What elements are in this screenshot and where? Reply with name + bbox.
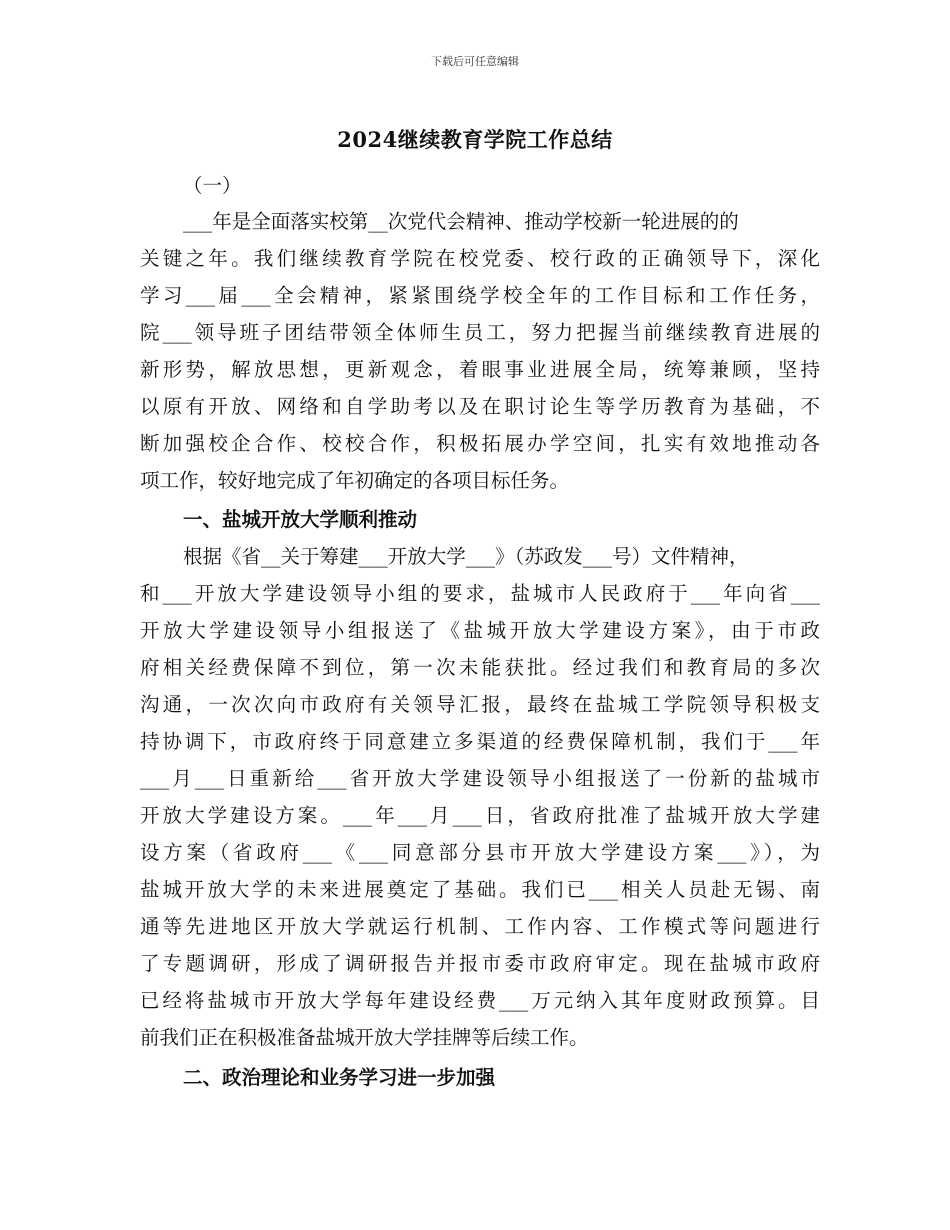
section-heading: 一、盐城开放大学顺利推动 bbox=[183, 508, 418, 531]
section1-line: 和___开放大学建设领导小组的要求，盐城市人民政府于___年向省___ bbox=[140, 582, 820, 605]
intro-line: 学习___届___全会精神，紧紧围绕学校全年的工作目标和工作任务， bbox=[140, 284, 820, 307]
section1-line: 开放大学建设领导小组报送了《盐城开放大学建设方案》，由于市政 bbox=[140, 619, 820, 642]
section1-line: 设方案（省政府___《___同意部分县市开放大学建设方案___》），为 bbox=[140, 841, 820, 864]
section1-line: 前我们正在积极准备盐城开放大学挂牌等后续工作。 bbox=[140, 1026, 589, 1049]
section1-line: 根据《省__关于筹建___开放大学___》（苏政发___号）文件精神， bbox=[183, 545, 749, 568]
section1-line: 沟通，一次次向市政府有关领导汇报，最终在盐城工学院领导积极支 bbox=[140, 693, 820, 716]
intro-line: ___年是全面落实校第__次党代会精神、推动学校新一轮进展的的 bbox=[183, 210, 739, 233]
section1-line: 盐城开放大学的未来进展奠定了基础。我们已___相关人员赴无锡、南 bbox=[140, 878, 820, 901]
header-note: 下载后可任意编辑 bbox=[431, 55, 519, 68]
intro-line: 项工作，较好地完成了年初确定的各项目标任务。 bbox=[140, 469, 570, 492]
section1-line: 了专题调研，形成了调研报告并报市委市政府审定。现在盐城市政府 bbox=[140, 952, 820, 975]
intro-line: 以原有开放、网络和自学助考以及在职讨论生等学历教育为基础，不 bbox=[140, 395, 820, 418]
intro-line: 院___领导班子团结带领全体师生员工，努力把握当前继续教育进展的 bbox=[140, 321, 820, 344]
section1-line: ___月___日重新给___省开放大学建设领导小组报送了一份新的盐城市 bbox=[140, 767, 820, 790]
document-body bbox=[140, 0, 820, 1230]
section1-line: 府相关经费保障不到位，第一次未能获批。经过我们和教育局的多次 bbox=[140, 656, 820, 679]
section1-line: 已经将盐城市开放大学每年建设经费___万元纳入其年度财政预算。目 bbox=[140, 989, 820, 1012]
section-heading: 二、政治理论和业务学习进一步加强 bbox=[183, 1066, 496, 1089]
section-marker: （一） bbox=[183, 174, 242, 197]
intro-line: 关键之年。我们继续教育学院在校党委、校行政的正确领导下，深化 bbox=[140, 247, 820, 270]
intro-line: 新形势，解放思想，更新观念，着眼事业进展全局，统筹兼顾，坚持 bbox=[140, 358, 820, 381]
intro-line: 断加强校企合作、校校合作，积极拓展办学空间，扎实有效地推动各 bbox=[140, 432, 820, 455]
document-title: 2024继续教育学院工作总结 bbox=[337, 127, 613, 152]
section1-line: 开放大学建设方案。___年___月___日，省政府批准了盐城开放大学建 bbox=[140, 804, 820, 827]
section1-line: 通等先进地区开放大学就运行机制、工作内容、工作模式等问题进行 bbox=[140, 915, 820, 938]
section1-line: 持协调下，市政府终于同意建立多渠道的经费保障机制，我们于___年 bbox=[140, 730, 820, 753]
